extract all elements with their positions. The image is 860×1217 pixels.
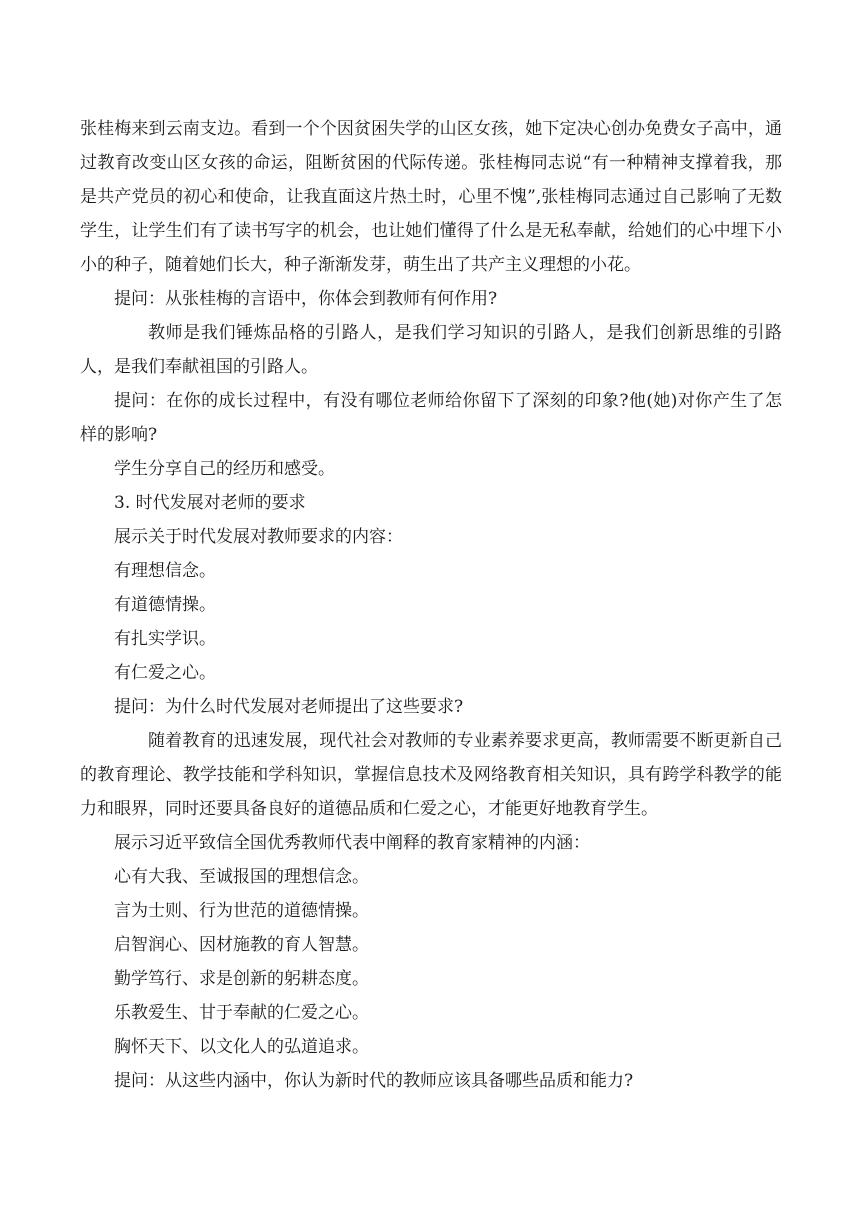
question-teacher-role: 提问：从张桂梅的言语中，你体会到教师有何作用? (114, 289, 498, 309)
section-heading-era-requirements: 3. 时代发展对老师的要求 (114, 493, 306, 513)
question-why-requirements: 提问：为什么时代发展对老师提出了这些要求? (114, 697, 464, 717)
document-body (80, 112, 782, 1098)
student-sharing: 学生分享自己的经历和感受。 (114, 459, 335, 479)
requirement-item: 有理想信念。 (114, 561, 216, 581)
spirit-item: 心有大我、至诚报国的理想信念。 (114, 867, 369, 887)
answer-why-requirements: 随着教育的迅速发展，现代社会对教师的专业素养要求更高，教师需要不断更新自己的教育理论、教学技能和学科知识，掌握信息技术及网络教育相关知识，具有跨学科教学的能力和眼界，同时还要具备良好的道德品质和仁爱之心，才能更好地教育学生。 (80, 731, 782, 819)
question-new-era-teacher: 提问：从这些内涵中，你认为新时代的教师应该具备哪些品质和能力? (114, 1071, 634, 1091)
spirit-item: 乐教爱生、甘于奉献的仁爱之心。 (114, 1003, 369, 1023)
requirement-item: 有扎实学识。 (114, 629, 216, 649)
answer-teacher-role: 教师是我们锤炼品格的引路人，是我们学习知识的引路人，是我们创新思维的引路人，是我们奉献祖国的引路人。 (80, 323, 782, 377)
requirement-item: 有仁爱之心。 (114, 663, 216, 683)
paragraph-zhang-guimei-story: 张桂梅来到云南支边。看到一个个因贫困失学的山区女孩，她下定决心创办免费女子高中，通过教育改变山区女孩的命运，阻断贫困的代际传递。张桂梅同志说“有一种精神支撑着我，那是共产党员的初心和使命，让我直面这片热土时，心里不愧”,张桂梅同志通过自己影响了无数学生，让学生们有了读书写字的机会，也让她们懂得了什么是无私奉献，给她们的心中埋下小小的种子，随着她们长大，种子渐渐发芽，萌生出了共产主义理想的小花。 (80, 119, 782, 275)
spirit-item: 言为士则、行为世范的道德情操。 (114, 901, 369, 921)
question-memorable-teacher: 提问：在你的成长过程中，有没有哪位老师给你留下了深刻的印象?他(她)对你产生了怎样的影响? (80, 391, 782, 445)
spirit-item: 启智润心、因材施教的育人智慧。 (114, 935, 369, 955)
requirement-item: 有道德情操。 (114, 595, 216, 615)
spirit-item: 勤学笃行、求是创新的躬耕态度。 (114, 969, 369, 989)
spirit-item: 胸怀天下、以文化人的弘道追求。 (114, 1037, 369, 1057)
intro-era-requirements: 展示关于时代发展对教师要求的内容： (114, 527, 403, 547)
intro-educator-spirit: 展示习近平致信全国优秀教师代表中阐释的教育家精神的内涵： (114, 833, 590, 853)
